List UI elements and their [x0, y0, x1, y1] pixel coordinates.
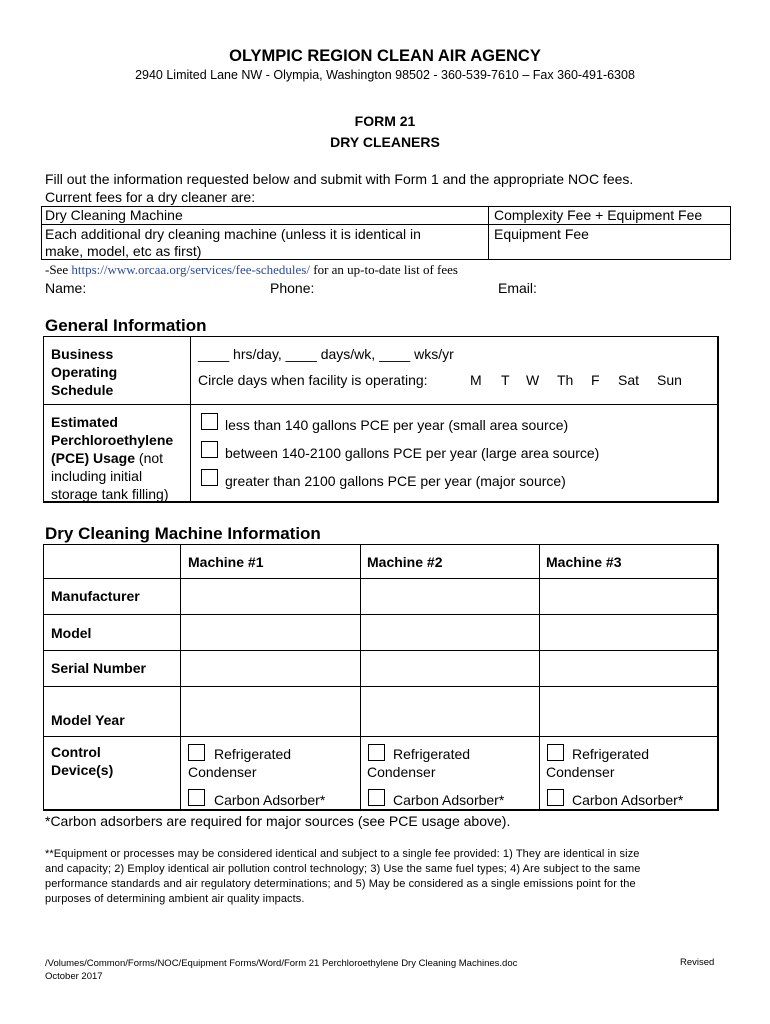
machine-3-carbon-checkbox[interactable]	[547, 789, 564, 806]
machine-1-model-field[interactable]	[181, 615, 359, 650]
control-devices-label: Control Device(s)	[51, 744, 114, 778]
machine-3-serial-field[interactable]	[540, 651, 717, 686]
pce-large-checkbox[interactable]	[201, 441, 218, 458]
see-suffix: for an up-to-date list of fees	[309, 262, 458, 277]
see-prefix: -See	[45, 262, 72, 277]
machine-1-refrigerated-checkbox[interactable]	[188, 744, 205, 761]
machine-1-year-field[interactable]	[181, 687, 359, 736]
pce-usage-label: Estimated Perchloroethylene (PCE) Usage (not including initial storage tank filling)	[51, 414, 174, 502]
agency-address: 2940 Limited Lane NW - Olympia, Washington 98502 - 360-539-7610 – Fax 360-491-6308	[135, 68, 635, 82]
machine-1-refrigerated-label: Refrigerated	[214, 746, 292, 762]
machine-3-condenser-label: Condenser	[546, 764, 615, 780]
phone-label: Phone:	[270, 280, 315, 296]
day-fri[interactable]: F	[591, 372, 600, 388]
machine-3-header: Machine #3	[546, 554, 622, 570]
pce-small-checkbox[interactable]	[201, 413, 218, 430]
carbon-adsorber-note: *Carbon adsorbers are required for major sources (see PCE usage above).	[45, 813, 511, 829]
fee-value-1: Complexity Fee + Equipment Fee	[494, 207, 703, 223]
serial-number-label: Serial Number	[51, 660, 146, 676]
machine-2-year-field[interactable]	[361, 687, 538, 736]
machine-info-heading: Dry Cleaning Machine Information	[45, 524, 321, 543]
machine-1-manufacturer-field[interactable]	[181, 579, 359, 614]
machine-2-model-field[interactable]	[361, 615, 538, 650]
machine-2-manufacturer-field[interactable]	[361, 579, 538, 614]
footer-path: /Volumes/Common/Forms/NOC/Equipment Forms/Word/Form 21 Perchloroethylene Dry Cleaning Machines.doc October 2017	[45, 958, 518, 982]
day-thu[interactable]: Th	[557, 372, 574, 388]
day-mon[interactable]: M	[470, 372, 482, 388]
day-wed[interactable]: W	[526, 372, 540, 388]
machine-2-serial-field[interactable]	[361, 651, 538, 686]
pce-small-label: less than 140 gallons PCE per year (small area source)	[225, 417, 569, 433]
fee-schedule-link[interactable]: https://www.orcaa.org/services/fee-schedules/	[71, 262, 310, 277]
form-title: DRY CLEANERS	[330, 134, 440, 150]
machine-1-carbon-label: Carbon Adsorber*	[214, 792, 326, 808]
machine-3-refrigerated-label: Refrigerated	[572, 746, 650, 762]
fee-item-2: Each additional dry cleaning machine (unless it is identical in	[45, 226, 421, 242]
agency-name: OLYMPIC REGION CLEAN AIR AGENCY	[229, 47, 541, 65]
machine-1-carbon-checkbox[interactable]	[188, 789, 205, 806]
pce-major-checkbox[interactable]	[201, 469, 218, 486]
schedule-label: Business Operating Schedule	[51, 346, 118, 398]
fee-value-2: Equipment Fee	[494, 226, 589, 242]
equipment-identical-note: **Equipment or processes may be considered identical and subject to a single fee provided: 1) They are identical in size and capacity; 2) Employ identical air pollution control technology; 3) Use the same fuel types; 4) Are subject to the same performance standards and air regulatory determinations; and 5) May be considered as a single emissions point for the purposes of determining ambient air quality impacts.	[45, 848, 641, 905]
day-sat[interactable]: Sat	[618, 372, 640, 388]
email-label: Email:	[498, 280, 537, 296]
intro-instructions: Fill out the information requested below and submit with Form 1 and the appropriate NOC fees.	[45, 171, 634, 187]
machine-2-carbon-label: Carbon Adsorber*	[393, 792, 505, 808]
machine-2-condenser-label: Condenser	[367, 764, 436, 780]
general-info-heading: General Information	[45, 316, 207, 335]
schedule-hours-field[interactable]: ____ hrs/day, ____ days/wk, ____ wks/yr	[198, 346, 454, 362]
machine-2-refrigerated-checkbox[interactable]	[368, 744, 385, 761]
name-label: Name:	[45, 280, 87, 296]
footer-revised: Revised	[680, 957, 715, 968]
machine-1-condenser-label: Condenser	[188, 764, 257, 780]
footer-date: October 2017	[45, 971, 103, 982]
fee-schedule-note	[45, 262, 458, 278]
fee-item-2-cont: make, model, etc as first)	[45, 243, 202, 259]
intro-current-fees: Current fees for a dry cleaner are:	[45, 189, 256, 205]
manufacturer-label: Manufacturer	[51, 588, 140, 604]
machine-3-model-field[interactable]	[540, 615, 717, 650]
form-number: FORM 21	[354, 113, 416, 129]
model-year-label: Model Year	[51, 712, 125, 728]
machine-1-header: Machine #1	[188, 554, 264, 570]
machine-3-refrigerated-checkbox[interactable]	[547, 744, 564, 761]
day-tue[interactable]: T	[501, 372, 510, 388]
machine-2-refrigerated-label: Refrigerated	[393, 746, 471, 762]
machine-3-carbon-label: Carbon Adsorber*	[572, 792, 684, 808]
day-sun[interactable]: Sun	[657, 372, 682, 388]
machine-2-header: Machine #2	[367, 554, 443, 570]
machine-1-serial-field[interactable]	[181, 651, 359, 686]
pce-major-label: greater than 2100 gallons PCE per year (major source)	[225, 473, 566, 489]
machine-2-carbon-checkbox[interactable]	[368, 789, 385, 806]
pce-large-label: between 140-2100 gallons PCE per year (large area source)	[225, 445, 600, 461]
circle-days-label: Circle days when facility is operating:	[198, 372, 428, 388]
machine-3-year-field[interactable]	[540, 687, 717, 736]
fee-item-1: Dry Cleaning Machine	[45, 207, 183, 223]
machine-3-manufacturer-field[interactable]	[540, 579, 717, 614]
model-label: Model	[51, 625, 92, 641]
